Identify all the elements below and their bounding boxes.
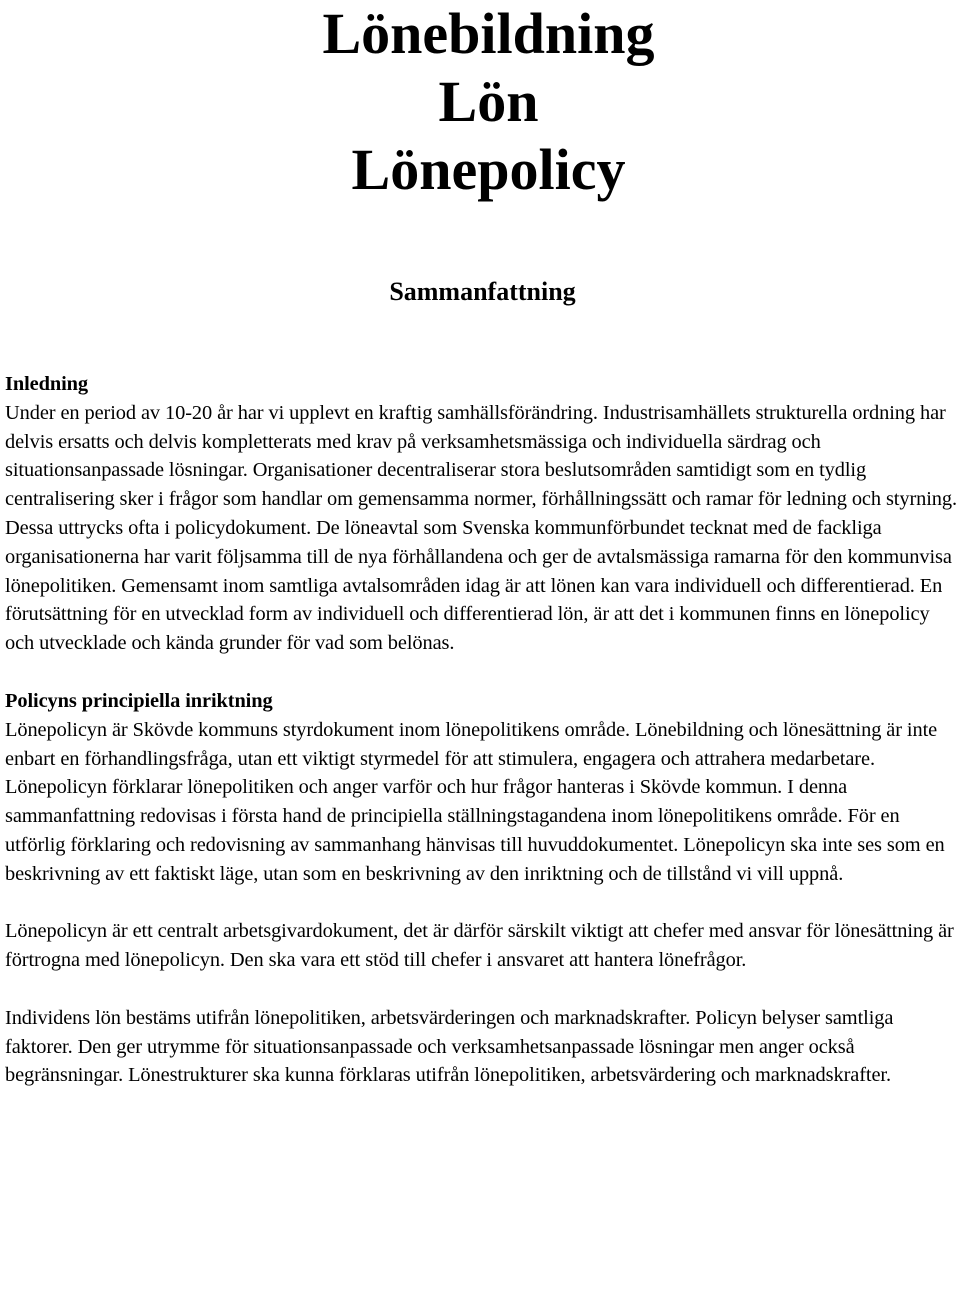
title-line-1: Lönebildning [322,1,655,66]
title-line-3: Lönepolicy [351,137,626,202]
section-policyns-inriktning [5,687,960,1090]
paragraph: Individens lön bestäms utifrån lönepolitiken, arbetsvärderingen och marknadskrafter. Policyn belyser samtliga faktorer. Den ger utrymme för situationsanpassade och verksamhetsanpassade lösningar men anger också begränsningar. Lönestrukturer ska kunna förklaras utifrån lönepolitiken, arbetsvärdering och marknadskrafter. [5,1006,894,1087]
paragraph: Under en period av 10-20 år har vi upplevt en kraftig samhällsförändring. Industrisamhällets strukturella ordning har delvis ersatts och delvis kompletterats med krav på verksamhetsmässiga och individuella särdrag och situationsanpassade lösningar. Organisationer decentraliserar stora beslutsområden samtidigt som en tydlig centralisering sker i frågor som handlar om gemensamma normer, förhållningssätt och ramar för ledning och styrning. Dessa uttrycks ofta i policydokument. De löneavtal som Svenska kommunförbundet tecknat med de fackliga organisationerna har varit följsamma till de nya förhållandena och ger de avtalsmässiga ramarna för den kommunvisa lönepolitiken. Gemensamt inom samtliga avtalsområden idag är att lönen kan vara individuell och differentierad. En förutsättning för en utvecklad form av individuell och differentierad lön, är att det i kommunen finns en lönepolicy och utvecklade och kända grunder för vad som belönas. [5,401,957,655]
summary-heading: Sammanfattning [389,277,576,306]
section-heading: Inledning [5,373,88,395]
document-page [5,0,960,1090]
paragraph: Lönepolicyn är ett centralt arbetsgivardokument, det är därför särskilt viktigt att chefer med ansvar för lönesättning är förtrogna med lönepolicyn. Den ska vara ett stöd till chefer i ansvaret att hantera lönefrågor. [5,920,954,972]
paragraph: Lönepolicyn är Skövde kommuns styrdokument inom lönepolitikens område. Lönebildning och lönesättning är inte enbart en förhandlingsfråga, utan ett viktigt styrmedel för att stimulera, engagera och attrahera medarbetare. Lönepolicyn förklarar lönepolitiken och anger varför och hur frågor hanteras i Skövde kommun. I denna sammanfattning redovisas i första hand de principiella ställningstagandena inom lönepolitikens område. För en utförlig förklaring och redovisning av sammanhang hänvisas till huvuddokumentet. Lönepolicyn ska inte ses som en beskrivning av ett faktiskt läge, utan som en beskrivning av den inriktning och de tillstånd vi vill uppnå. [5,718,945,885]
document-title [17,0,960,204]
section-heading: Policyns principiella inriktning [5,689,273,712]
section-inledning [5,370,960,658]
title-line-2: Lön [438,69,539,134]
